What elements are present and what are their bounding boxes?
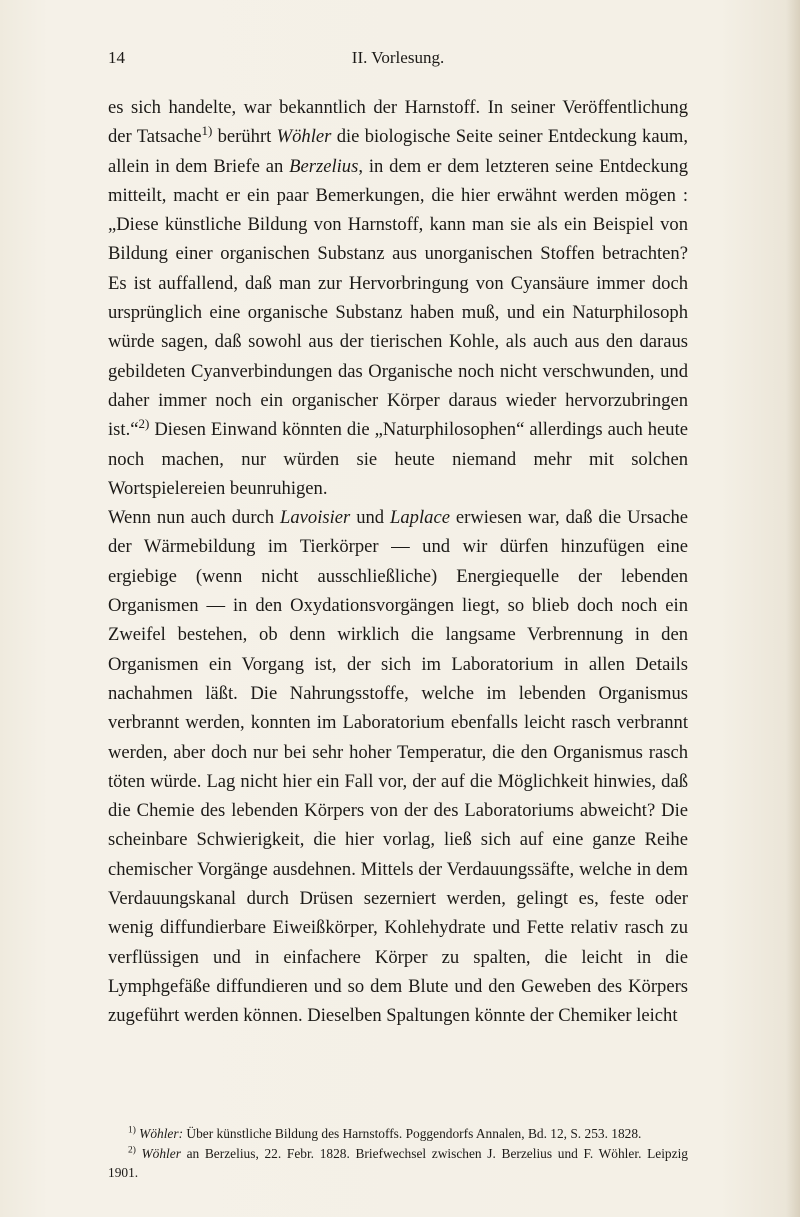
text-run: erwiesen war, daß die Ursache der Wärmebildung im Tierkörper — und wir dürfen hinzufügen eine ergiebige (wenn nicht ausschließliche) Energiequelle der lebenden Organismen — in den Oxydationsvorgängen liegt, so blieb doch noch ein Zweifel bestehen, ob denn wirklich die langsame Verbrennung in den Organismen ein Vorgang ist, der sich im Laboratorium in allen Details nachahmen läßt. Die Nahrungsstoffe, welche im lebenden Organismus verbrannt werden, konnten im Laboratorium ebenfalls leicht rasch verbrannt werden, aber doch nur bei sehr hoher Temperatur, die den Organismus rasch töten würde. Lag nicht hier ein Fall vor, der auf die Möglichkeit hinwies, daß die Chemie des lebenden Körpers von der des Laboratoriums abweicht? Die scheinbare Schwierigkeit, die hier vorlag, ließ sich auf eine ganze Reihe chemischer Vorgänge ausdehnen. Mittels der Verdauungssäfte, welche in dem Verdauungskanal durch Drüsen sezerniert werden, gelingt es, feste oder wenig diffundierbare Eiweißkörper, Kohlehydrate und Fette relativ rasch zu verflüssigen und in einfachere Körper zu spalten, die leicht in die Lymphgefäße diffundieren und so dem Blute und den Geweben des Körpers zugeführt werden können. Dieselben Spaltungen könnte der Chemiker leicht	[108, 507, 688, 1027]
footnote-ref-1: 1)	[201, 123, 213, 139]
footnote-author: Wöhler	[141, 1145, 181, 1161]
footnote-author: Wöhler:	[139, 1126, 184, 1141]
paragraph-2	[108, 503, 688, 1030]
footnote-text: an Berzelius, 22. Febr. 1828. Briefwechsel zwischen J. Berzelius und F. Wöhler. Leipzig 1901.	[108, 1145, 688, 1181]
paragraph-1	[108, 93, 688, 503]
footnote-text: Über künstliche Bildung des Harnstoffs. Poggendorfs Annalen, Bd. 12, S. 253. 1828.	[183, 1126, 642, 1141]
person-name: Wöhler	[276, 126, 332, 148]
page-edge-shadow	[786, 0, 800, 1217]
footnote-marker: 1)	[128, 1125, 136, 1136]
footnote-2	[108, 1144, 688, 1183]
text-run: Diesen Einwand könnten die „Naturphilosophen“ allerdings auch heute noch machen, nur würden sie heute niemand mehr mit solchen Wortspielereien beunruhigen.	[108, 419, 688, 499]
text-run: die biologische Seite seiner Entdeckung kaum, allein in dem Briefe an	[108, 126, 688, 177]
person-name: Berzelius	[289, 155, 359, 177]
text-run: berührt	[212, 126, 277, 148]
text-run: und	[350, 507, 391, 529]
text-run: , in dem er dem letzteren seine Entdeckung mitteilt, macht er ein paar Bemerkungen, die hier erwähnt werden mögen : „Diese künstliche Bildung von Harnstoff, kann man sie als ein Beispiel von Bildung einer organischen Substanz aus unorganischen Stoffen betrachten? Es ist auffallend, daß man zur Hervorbringung von Cyansäure immer doch ursprünglich eine organische Substanz haben muß, und ein Naturphilosoph würde sagen, daß sowohl aus der tierischen Kohle, als auch aus den daraus gebildeten Cyanverbindungen das Organische noch nicht verschwunden, und daher immer noch ein organischer Körper daraus wieder hervorzubringen ist.“	[108, 155, 688, 441]
footnote-marker: 2)	[128, 1145, 136, 1156]
footnotes	[108, 1124, 688, 1183]
person-name: Laplace	[390, 507, 450, 529]
text-run: es sich handelte, war bekanntlich der Harnstoff. In seiner Veröffentlichung der Tatsache	[108, 97, 688, 148]
footnote-ref-2: 2)	[138, 416, 150, 432]
page-number: 14	[108, 48, 125, 67]
page-header	[108, 48, 688, 78]
main-text	[108, 93, 688, 1031]
footnote-1	[108, 1124, 688, 1144]
text-run: Wenn nun auch durch	[108, 507, 281, 529]
person-name: Lavoisier	[280, 507, 351, 529]
running-head: II. Vorlesung.	[351, 48, 445, 67]
